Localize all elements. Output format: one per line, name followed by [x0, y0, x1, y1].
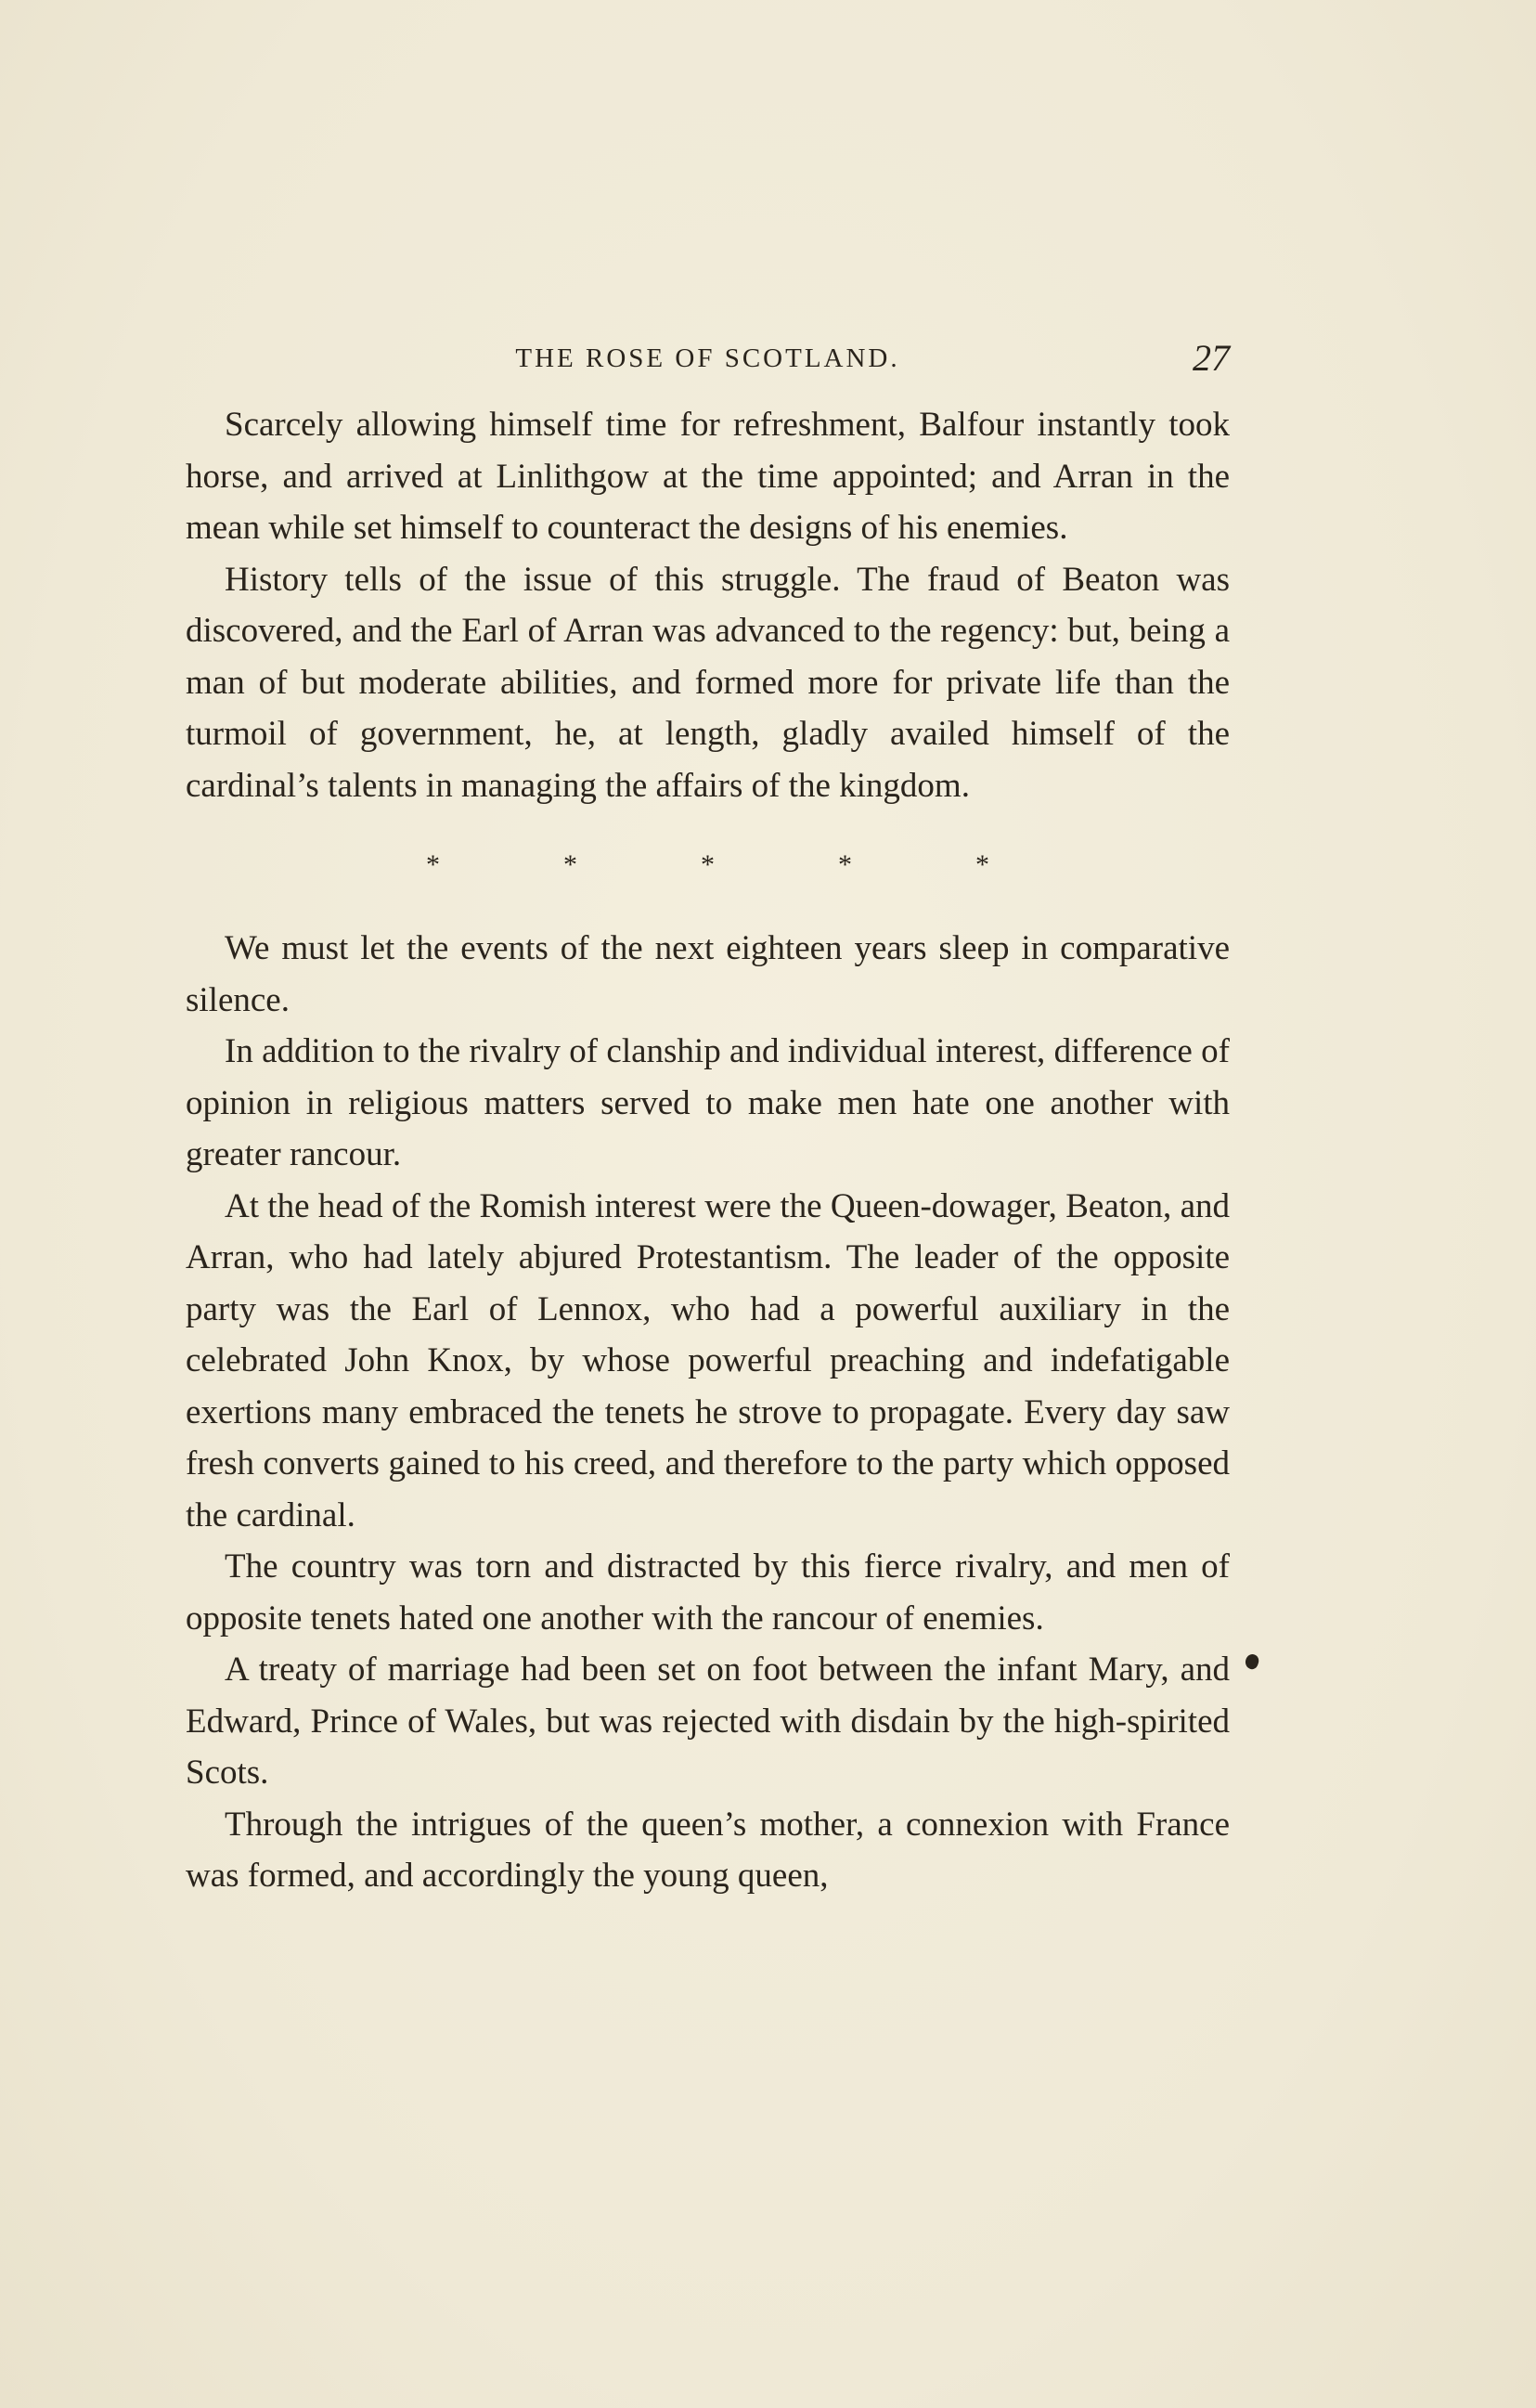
- section-break: [186, 837, 1230, 893]
- paragraph: Through the intrigues of the queen’s mother, a connexion with France was formed, and accordingly the young queen,: [186, 1805, 1230, 1895]
- asterisk-ornament: *: [838, 849, 852, 880]
- paragraph: At the head of the Romish interest were the Queen-dowager, Beaton, and Arran, who had lately abjured Protestantism. The leader of the opposite party was the Earl of Lennox, who had a powerful auxiliary in the celebrated John Knox, by whose powerful preaching and indefatigable exertions many embraced the tenets he strove to propagate. Every day saw fresh converts gained to his creed, and therefore to the party which opposed the cardinal.: [186, 1186, 1230, 1534]
- asterisk-ornament: *: [563, 849, 577, 880]
- paragraph: We must let the events of the next eighteen years sleep in comparative silence.: [186, 929, 1230, 1019]
- paragraph: Scarcely allowing himself time for refreshment, Balfour instantly took horse, and arrived at Linlithgow at the time appointed; and Arran in the mean while set himself to counteract the designs of his enemies.: [186, 406, 1230, 547]
- body-text: [186, 399, 1230, 1902]
- running-title: THE ROSE OF SCOTLAND.: [515, 343, 900, 373]
- page-header: [186, 336, 1230, 392]
- ink-blot: [1244, 1652, 1261, 1671]
- paragraph: The country was torn and distracted by this fierce rivalry, and men of opposite tenets hated one another with the rancour of enemies.: [186, 1547, 1230, 1638]
- paragraph: History tells of the issue of this struggle. The fraud of Beaton was discovered, and the Earl of Arran was advanced to the regency: but, being a man of but moderate abilities, and formed more for private life than the turmoil of government, he, at length, gladly availed himself of the cardinal’s talents in managing the affairs of the kingdom.: [186, 560, 1230, 805]
- paragraph: In addition to the rivalry of clanship and individual interest, difference of opinion in religious matters served to make men hate one another with greater rancour.: [186, 1032, 1230, 1173]
- page-number: 27: [1193, 337, 1230, 379]
- asterisk-ornament: *: [975, 849, 989, 880]
- asterisk-ornament: *: [701, 849, 715, 880]
- asterisk-ornament: *: [426, 849, 440, 880]
- paragraph: A treaty of marriage had been set on foot between the infant Mary, and Edward, Prince of Wales, but was rejected with disdain by the high-spirited Scots.: [186, 1651, 1230, 1792]
